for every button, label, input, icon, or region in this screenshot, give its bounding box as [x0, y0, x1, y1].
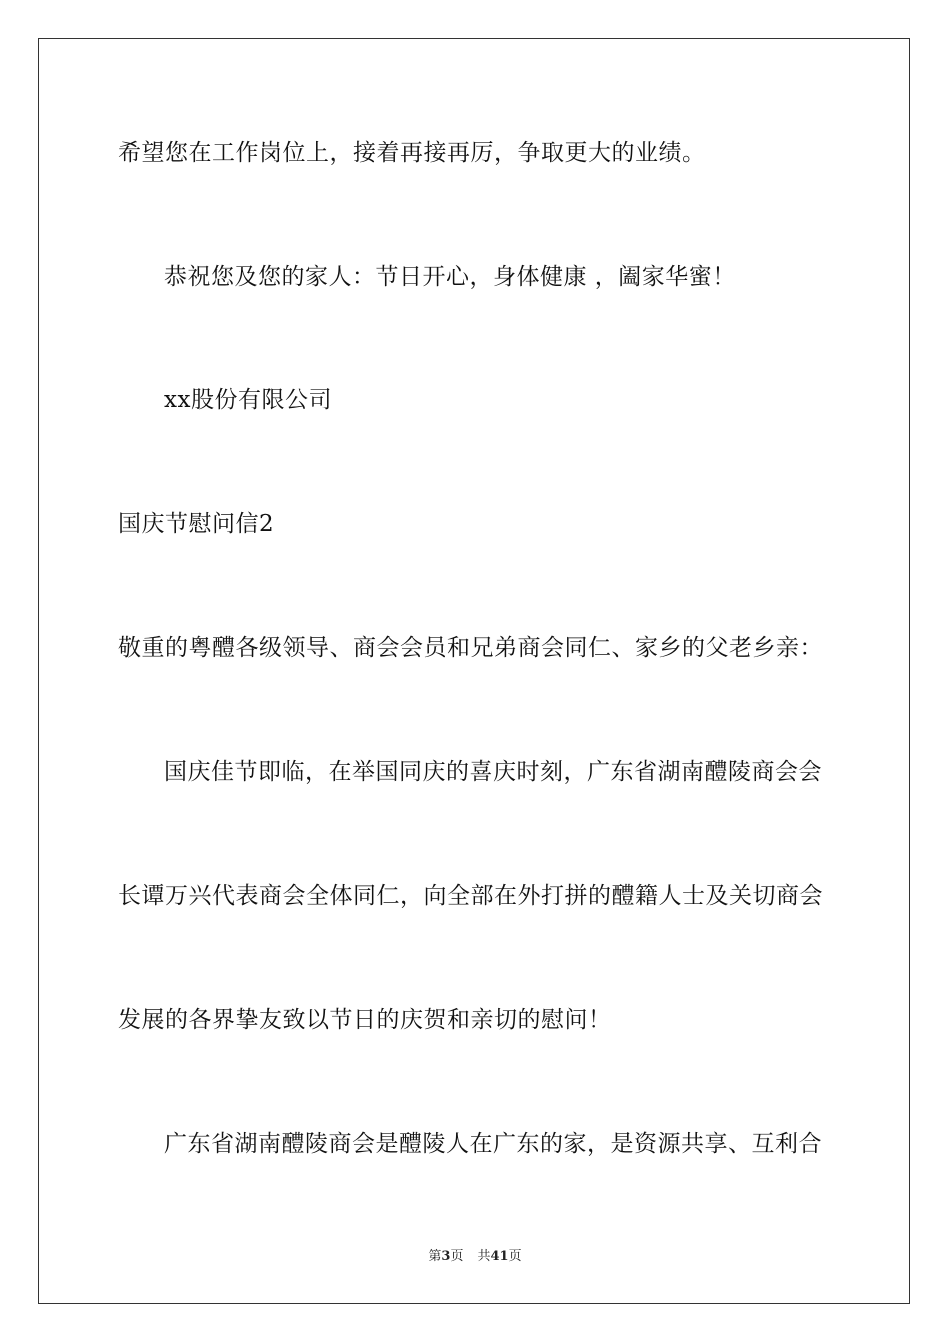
greeting-paragraph: 恭祝您及您的家人：节日开心，身体健康 ，阖家华蜜！ [164, 264, 736, 290]
page-number: 3 [441, 1249, 451, 1264]
total-prefix: 共 [477, 1249, 491, 1264]
page-border [38, 38, 910, 1304]
page-suffix: 页 [450, 1249, 464, 1264]
body-paragraph: 长谭万兴代表商会全体同仁，向全部在外打拼的醴籍人士及关切商会 [118, 883, 823, 909]
total-pages: 41 [490, 1249, 509, 1264]
signature-company: xx股份有限公司 [164, 387, 332, 413]
total-suffix: 页 [508, 1249, 522, 1264]
section-title: 国庆节慰问信2 [118, 511, 275, 537]
salutation: 敬重的粤醴各级领导、商会会员和兄弟商会同仁、家乡的父老乡亲： [118, 635, 823, 661]
body-paragraph: 广东省湖南醴陵商会是醴陵人在广东的家，是资源共享、互利合 [164, 1131, 822, 1157]
body-paragraph: 希望您在工作岗位上，接着再接再厉，争取更大的业绩。 [118, 140, 706, 166]
body-paragraph: 发展的各界挚友致以节日的庆贺和亲切的慰问！ [118, 1007, 612, 1033]
page-prefix: 第 [428, 1249, 442, 1264]
body-paragraph: 国庆佳节即临，在举国同庆的喜庆时刻，广东省湖南醴陵商会会 [164, 759, 822, 785]
page-footer [0, 1248, 950, 1266]
